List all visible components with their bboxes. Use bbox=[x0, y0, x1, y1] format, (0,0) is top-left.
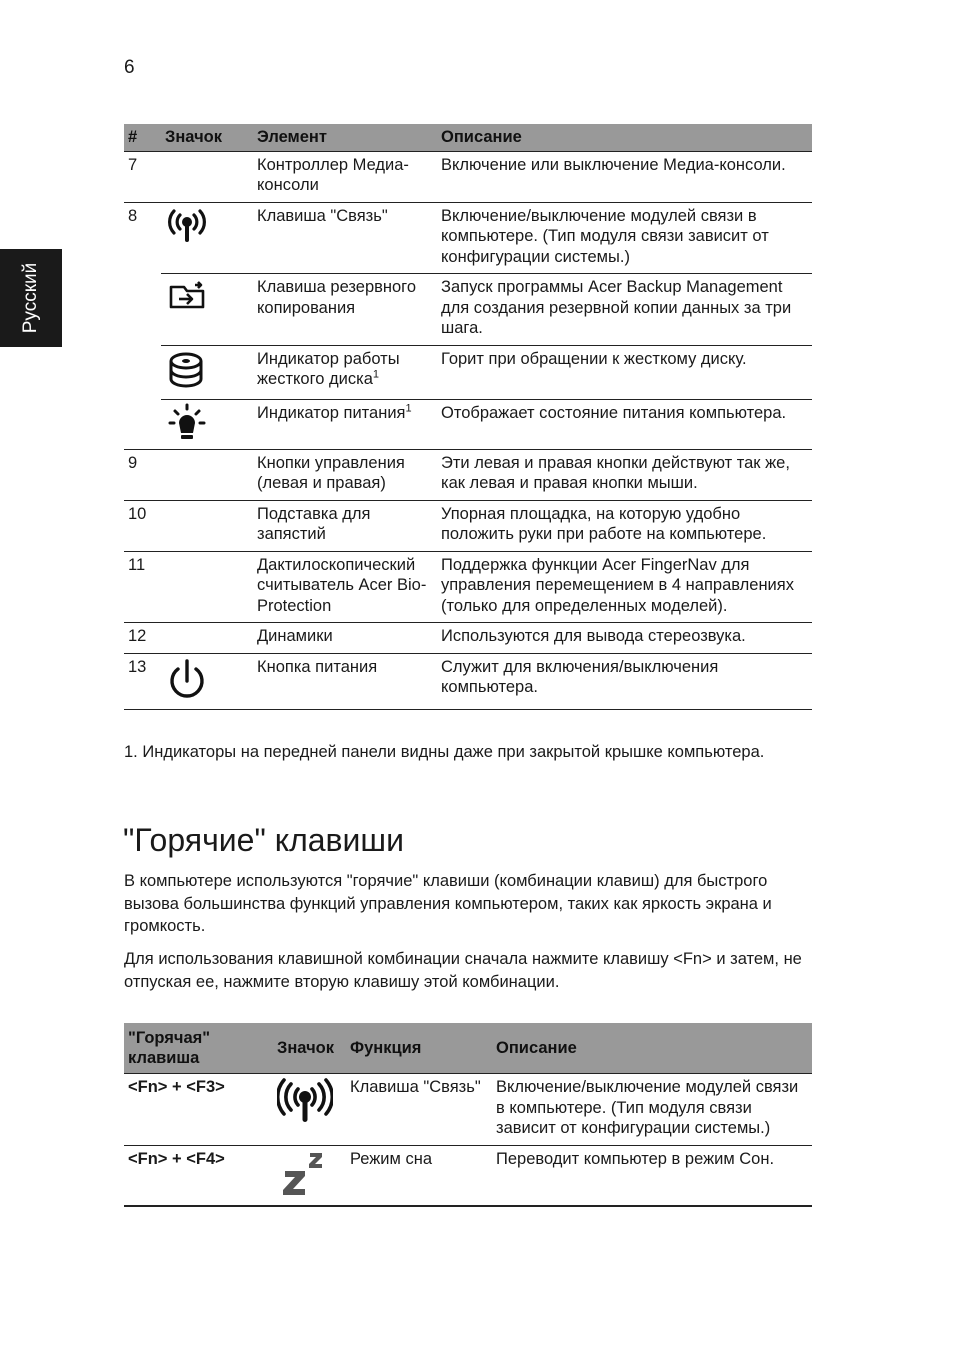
footnote-marker: 1 bbox=[372, 368, 379, 381]
row-description: Отображает состояние питания компьютера. bbox=[437, 399, 812, 449]
header-icon: Значок bbox=[161, 124, 253, 151]
table-row bbox=[124, 500, 812, 551]
components-table bbox=[124, 124, 812, 710]
table-row bbox=[124, 345, 812, 399]
wireless-antenna-icon bbox=[165, 206, 209, 246]
table-row bbox=[124, 653, 812, 709]
row-function: Режим сна bbox=[346, 1145, 492, 1206]
row-element: Кнопки управления (левая и правая) bbox=[253, 449, 437, 500]
page-number: 6 bbox=[124, 57, 135, 78]
power-button-icon bbox=[165, 657, 209, 703]
row-description: Горит при обращении к жесткому диску. bbox=[437, 345, 812, 399]
row-description: Включение/выключение модулей связи в компьютере. (Тип модуля связи зависит от конфигурации системы.) bbox=[492, 1074, 812, 1146]
row-description: Поддержка функции Acer FingerNav для управления перемещением в 4 направлениях (только для определенных моделей). bbox=[437, 551, 812, 623]
table-row bbox=[124, 1074, 812, 1146]
row-description: Запуск программы Acer Backup Management для создания резервной копии данных за три шага. bbox=[437, 274, 812, 346]
usage-paragraph: Для использования клавишной комбинации сначала нажмите клавишу <Fn> и затем, не отпуская ее, нажмите вторую клавишу этой комбинации. bbox=[124, 950, 802, 991]
row-description: Включение или выключение Медиа-консоли. bbox=[437, 151, 812, 202]
row-element: Контроллер Медиа-консоли bbox=[253, 151, 437, 202]
row-num: 7 bbox=[124, 151, 161, 202]
language-side-tab bbox=[0, 249, 62, 347]
row-element: Дактилоскопический считыватель Acer Bio-Protection bbox=[253, 551, 437, 623]
section-title: "Горячие" клавиши bbox=[123, 822, 404, 858]
table-row bbox=[124, 399, 812, 449]
row-num: 11 bbox=[124, 551, 161, 623]
header-icon: Значок bbox=[273, 1023, 346, 1074]
language-label: Русский bbox=[20, 262, 41, 334]
row-element bbox=[253, 399, 437, 449]
row-num: 12 bbox=[124, 623, 161, 654]
row-description: Переводит компьютер в режим Сон. bbox=[492, 1145, 812, 1206]
table-row bbox=[124, 151, 812, 202]
hard-disk-icon bbox=[165, 349, 209, 393]
header-description: Описание bbox=[492, 1023, 812, 1074]
row-num bbox=[124, 399, 161, 449]
sleep-icon bbox=[277, 1149, 333, 1199]
row-description: Включение/выключение модулей связи в компьютере. (Тип модуля связи зависит от конфигурации системы.) bbox=[437, 202, 812, 274]
footnote-marker: 1 bbox=[405, 402, 412, 414]
row-hotkey: <Fn> + <F3> bbox=[124, 1074, 273, 1146]
hotkeys-table bbox=[124, 1023, 812, 1207]
header-num: # bbox=[124, 124, 161, 151]
row-description: Эти левая и правая кнопки действуют так же, как левая и правая кнопки мыши. bbox=[437, 449, 812, 500]
row-hotkey: <Fn> + <F4> bbox=[124, 1145, 273, 1206]
row-description: Упорная площадка, на которую удобно положить руки при работе на компьютере. bbox=[437, 500, 812, 551]
backup-icon bbox=[165, 277, 209, 313]
row-element: Подставка для запястий bbox=[253, 500, 437, 551]
power-indicator-icon bbox=[165, 403, 209, 443]
row-element: Клавиша "Связь" bbox=[253, 202, 437, 274]
row-num: 13 bbox=[124, 653, 161, 709]
row-element bbox=[253, 345, 437, 399]
row-num: 8 bbox=[124, 202, 161, 274]
row-function: Клавиша "Связь" bbox=[346, 1074, 492, 1146]
wireless-antenna-icon bbox=[277, 1077, 333, 1125]
row-num: 9 bbox=[124, 449, 161, 500]
header-element: Элемент bbox=[253, 124, 437, 151]
row-element: Клавиша резервного копирования bbox=[253, 274, 437, 346]
table-row bbox=[124, 274, 812, 346]
header-hotkey: "Горячая" клавиша bbox=[124, 1023, 273, 1074]
table-header-row bbox=[124, 1023, 812, 1074]
row-num: 10 bbox=[124, 500, 161, 551]
header-description: Описание bbox=[437, 124, 812, 151]
table-row bbox=[124, 1145, 812, 1206]
row-description: Служит для включения/выключения компьютера. bbox=[437, 653, 812, 709]
intro-paragraph: В компьютере используются "горячие" клавиши (комбинации клавиш) для быстрого вызова большинства функций управления компьютером, таких как яркость экрана и громкость. bbox=[124, 872, 772, 935]
footnote: 1. Индикаторы на передней панели видны даже при закрытой крышке компьютера. bbox=[124, 743, 765, 761]
table-row bbox=[124, 551, 812, 623]
row-description: Используются для вывода стереозвука. bbox=[437, 623, 812, 654]
row-element: Динамики bbox=[253, 623, 437, 654]
header-function: Функция bbox=[346, 1023, 492, 1074]
table-row bbox=[124, 202, 812, 274]
table-row bbox=[124, 449, 812, 500]
row-element-text: Индикатор работы жесткого диска bbox=[257, 349, 400, 388]
row-num bbox=[124, 345, 161, 399]
row-num bbox=[124, 274, 161, 346]
row-element: Кнопка питания bbox=[253, 653, 437, 709]
table-row bbox=[124, 623, 812, 654]
table-header-row bbox=[124, 124, 812, 151]
row-element-text: Индикатор питания bbox=[257, 403, 406, 422]
